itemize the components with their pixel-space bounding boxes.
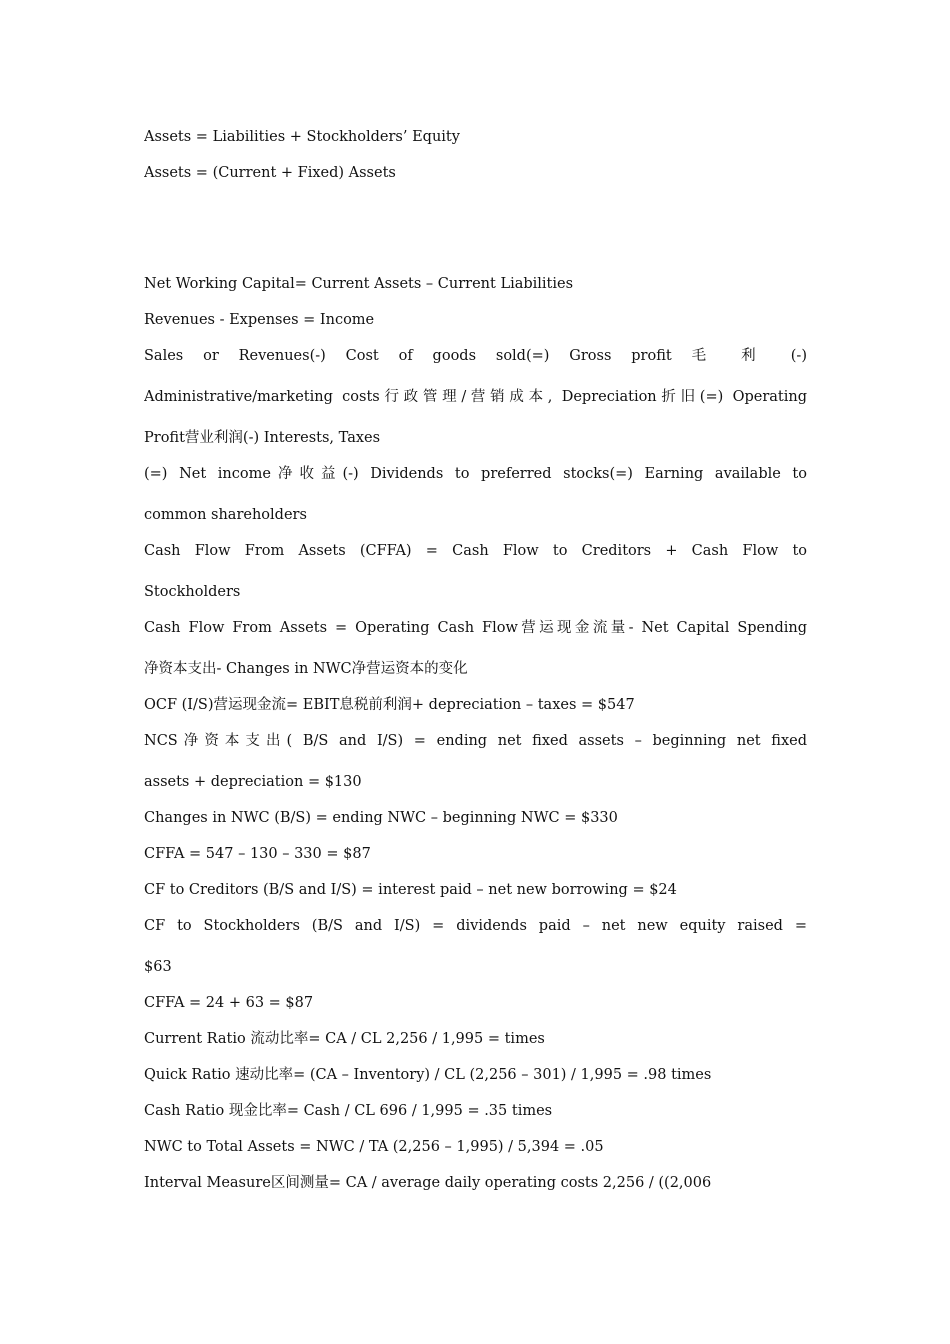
text-line-income-statement-1: Sales or Revenues(-) Cost of goods sold(=) Gross profit 毛 利 (-)	[144, 348, 807, 364]
text-line-assets-composition: Assets = (Current + Fixed) Assets	[144, 165, 396, 181]
text-line-accounting-equation: Assets = Liabilities + Stockholders’ Equity	[144, 129, 460, 145]
text-line-income-statement-3: Profit营业利润(-) Interests, Taxes	[144, 430, 381, 446]
text-line-interval-measure: Interval Measure区间测量= CA / average daily operating costs 2,256 / ((2,006	[144, 1175, 712, 1191]
text-line-cffa-components-1: Cash Flow From Assets = Operating Cash Flow营运现金流量- Net Capital Spending	[144, 620, 807, 636]
text-line-cffa-components-2: 净资本支出- Changes in NWC净营运资本的变化	[144, 661, 468, 677]
text-line-cffa-check: CFFA = 24 + 63 = $87	[144, 995, 314, 1011]
text-line-cffa-definition-1: Cash Flow From Assets (CFFA) = Cash Flow to Creditors + Cash Flow to	[144, 543, 807, 559]
text-line-ocf: OCF (I/S)营运现金流= EBIT息税前利润+ depreciation – taxes = $547	[144, 697, 635, 713]
text-line-ncs-1: NCS净资本支出( B/S and I/S) = ending net fixed assets – beginning net fixed	[144, 733, 807, 749]
text-line-income: Revenues - Expenses = Income	[144, 312, 375, 328]
text-line-nwc-to-total-assets: NWC to Total Assets = NWC / TA (2,256 – 1,995) / 5,394 = .05	[144, 1139, 604, 1155]
text-line-income-statement-2: Administrative/marketing costs行政管理/营销成本, Depreciation折旧(=) Operating	[144, 389, 807, 405]
text-line-current-ratio: Current Ratio 流动比率= CA / CL 2,256 / 1,995 = times	[144, 1031, 545, 1047]
text-line-ncs-2: assets + depreciation = $130	[144, 774, 362, 790]
text-line-cffa-calc: CFFA = 547 – 130 – 330 = $87	[144, 846, 371, 862]
text-line-net-working-capital: Net Working Capital= Current Assets – Current Liabilities	[144, 276, 574, 292]
text-line-quick-ratio: Quick Ratio 速动比率= (CA – Inventory) / CL (2,256 – 301) / 1,995 = .98 times	[144, 1067, 712, 1083]
text-line-cash-ratio: Cash Ratio 现金比率= Cash / CL 696 / 1,995 = .35 times	[144, 1103, 553, 1119]
text-line-cf-to-stockholders-2: $63	[144, 959, 172, 975]
text-line-income-statement-4: (=) Net income净收益(-) Dividends to preferred stocks(=) Earning available to	[144, 466, 807, 482]
text-line-income-statement-5: common shareholders	[144, 507, 307, 523]
text-line-changes-in-nwc: Changes in NWC (B/S) = ending NWC – beginning NWC = $330	[144, 810, 618, 826]
text-line-cf-to-creditors: CF to Creditors (B/S and I/S) = interest paid – net new borrowing = $24	[144, 882, 677, 898]
text-line-cffa-definition-2: Stockholders	[144, 584, 241, 600]
text-line-cf-to-stockholders-1: CF to Stockholders (B/S and I/S) = dividends paid – net new equity raised =	[144, 918, 807, 934]
